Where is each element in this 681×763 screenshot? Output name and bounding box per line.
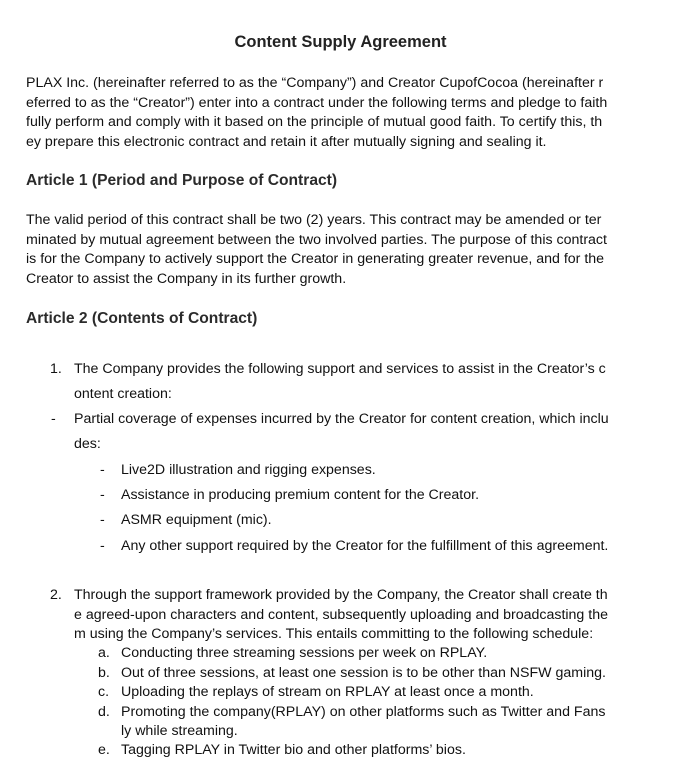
- document-title: Content Supply Agreement: [234, 33, 447, 51]
- sub-list-item: Any other support required by the Creator for the fulfillment of this agreement.: [121, 538, 609, 554]
- schedule-marker: a.: [98, 645, 110, 661]
- sub-list-item: ASMR equipment (mic).: [121, 512, 272, 528]
- schedule-item: Out of three sessions, at least one session is to be other than NSFW gaming.: [121, 665, 606, 681]
- intro-line: eferred to as the “Creator”) enter into a contract under the following terms and pledge to faith: [26, 95, 608, 111]
- schedule-item: Tagging RPLAY in Twitter bio and other platforms’ bios.: [121, 742, 466, 758]
- sub-list-item: Assistance in producing premium content for the Creator.: [121, 487, 480, 503]
- article1-line: The valid period of this contract shall be two (2) years. This contract may be amended or ter: [26, 212, 602, 228]
- schedule-marker: c.: [98, 684, 110, 700]
- list-item-line: The Company provides the following support and services to assist in the Creator’s c: [74, 361, 606, 377]
- intro-line: PLAX Inc. (hereinafter referred to as the “Company”) and Creator CupofCocoa (hereinafter r: [26, 75, 604, 91]
- schedule-item: Promoting the company(RPLAY) on other platforms such as Twitter and Fans: [121, 704, 606, 720]
- sub-list-marker: -: [100, 462, 105, 478]
- article2-heading: Article 2 (Contents of Contract): [26, 310, 258, 327]
- list-item-line: ontent creation:: [74, 386, 172, 402]
- schedule-item-continued: ly while streaming.: [121, 723, 238, 739]
- schedule-marker: b.: [98, 665, 110, 681]
- schedule-item: Uploading the replays of stream on RPLAY at least once a month.: [121, 684, 534, 700]
- list-marker: 1.: [50, 361, 62, 377]
- article1-heading: Article 1 (Period and Purpose of Contract): [26, 172, 338, 189]
- article1-line: is for the Company to actively support the Creator in generating greater revenue, and for the: [26, 251, 605, 267]
- list-marker: 2.: [50, 587, 62, 603]
- article1-line: minated by mutual agreement between the two involved parties. The purpose of this contract: [26, 232, 607, 248]
- schedule-marker: e.: [98, 742, 110, 758]
- article1-line: Creator to assist the Company in its further growth.: [26, 271, 347, 287]
- intro-line: fully perform and comply with it based on the principle of mutual good faith. To certify this, th: [26, 114, 603, 130]
- list-item-line: Through the support framework provided by the Company, the Creator shall create th: [74, 587, 608, 603]
- schedule-item: Conducting three streaming sessions per week on RPLAY.: [121, 645, 488, 661]
- list-item-line: m using the Company’s services. This entails committing to the following schedule:: [74, 626, 594, 642]
- sub-list-marker: -: [100, 538, 105, 554]
- list-item-line: e agreed-upon characters and content, subsequently uploading and broadcasting the: [74, 607, 608, 623]
- sub-list-item: Live2D illustration and rigging expenses.: [121, 462, 376, 478]
- intro-line: ey prepare this electronic contract and retain it after mutually signing and sealing it.: [26, 134, 547, 150]
- dash-item-line: Partial coverage of expenses incurred by the Creator for content creation, which inclu: [74, 411, 609, 427]
- sub-list-marker: -: [100, 487, 105, 503]
- dash-item-line: des:: [74, 436, 101, 452]
- schedule-marker: d.: [98, 704, 110, 720]
- sub-list-marker: -: [100, 512, 105, 528]
- dash-marker: -: [51, 411, 56, 427]
